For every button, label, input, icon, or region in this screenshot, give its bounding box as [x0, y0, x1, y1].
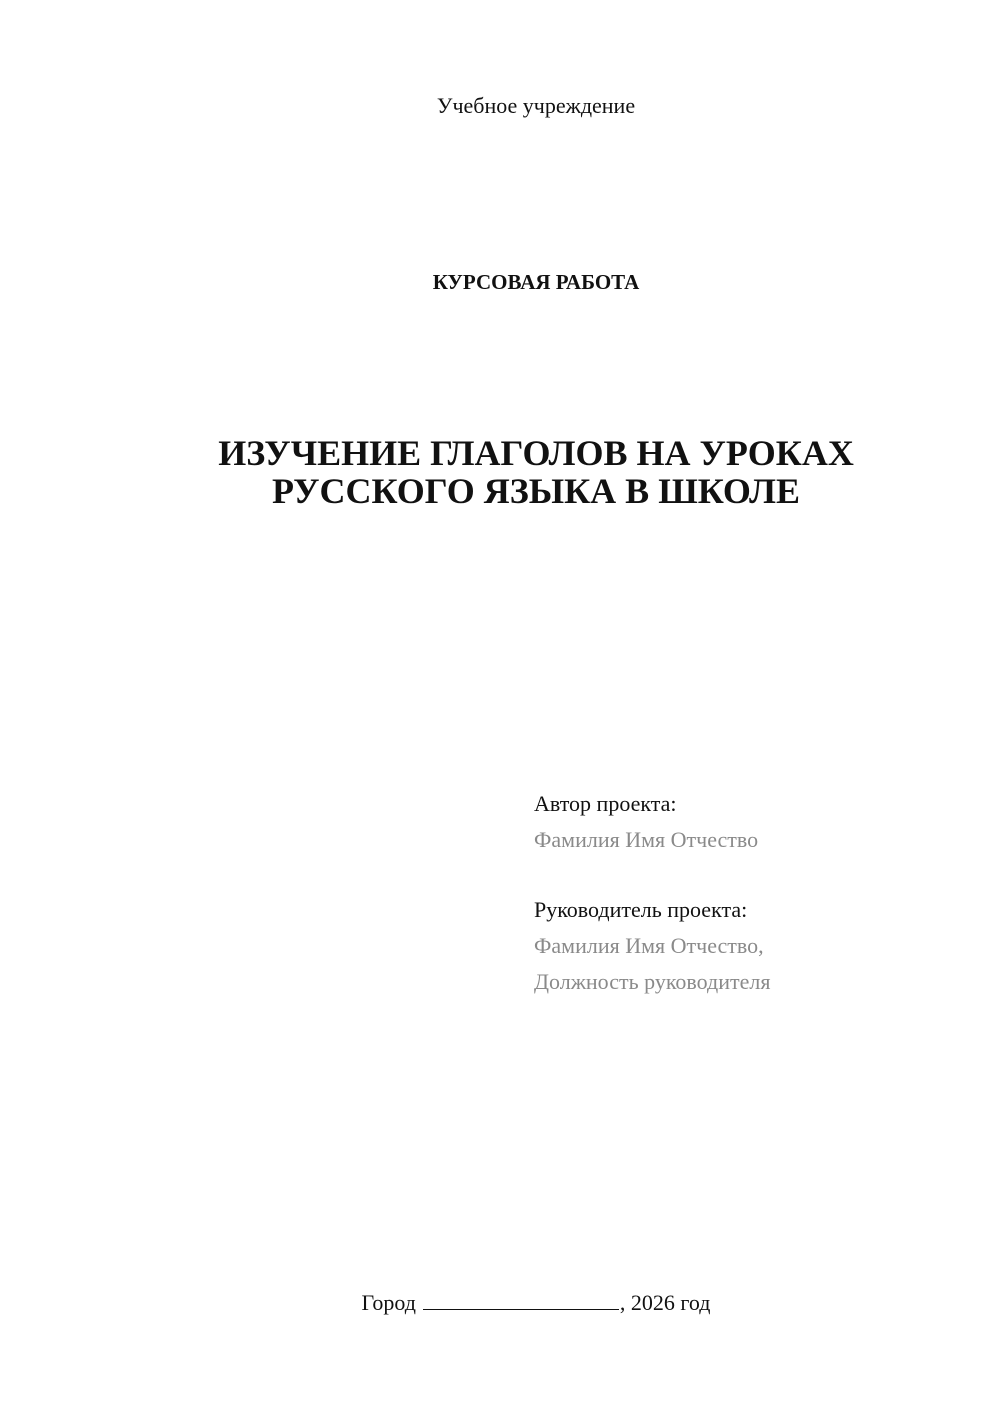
- author-name: Фамилия Имя Отчество: [534, 827, 759, 852]
- supervisor-position: Должность руководителя: [534, 969, 771, 994]
- year-text: , 2026 год: [619, 1290, 711, 1315]
- supervisor-block: [534, 892, 770, 1000]
- institution-name: Учебное учреждение: [436, 93, 636, 118]
- author-block: [534, 786, 758, 858]
- city-blank-line: [423, 1289, 619, 1310]
- main-title: [0, 434, 1000, 510]
- supervisor-name: Фамилия Имя Отчество,: [534, 933, 764, 958]
- supervisor-label: Руководитель проекта:: [534, 897, 748, 922]
- main-title-line-1: ИЗУЧЕНИЕ ГЛАГОЛОВ НА УРОКАХ: [218, 433, 854, 473]
- footer-city-year: [0, 1288, 1000, 1318]
- city-label: Город: [361, 1290, 416, 1315]
- author-label: Автор проекта:: [534, 791, 677, 816]
- work-type-heading: КУРСОВАЯ РАБОТА: [432, 270, 640, 294]
- main-title-line-2: РУССКОГО ЯЗЫКА В ШКОЛЕ: [272, 471, 800, 511]
